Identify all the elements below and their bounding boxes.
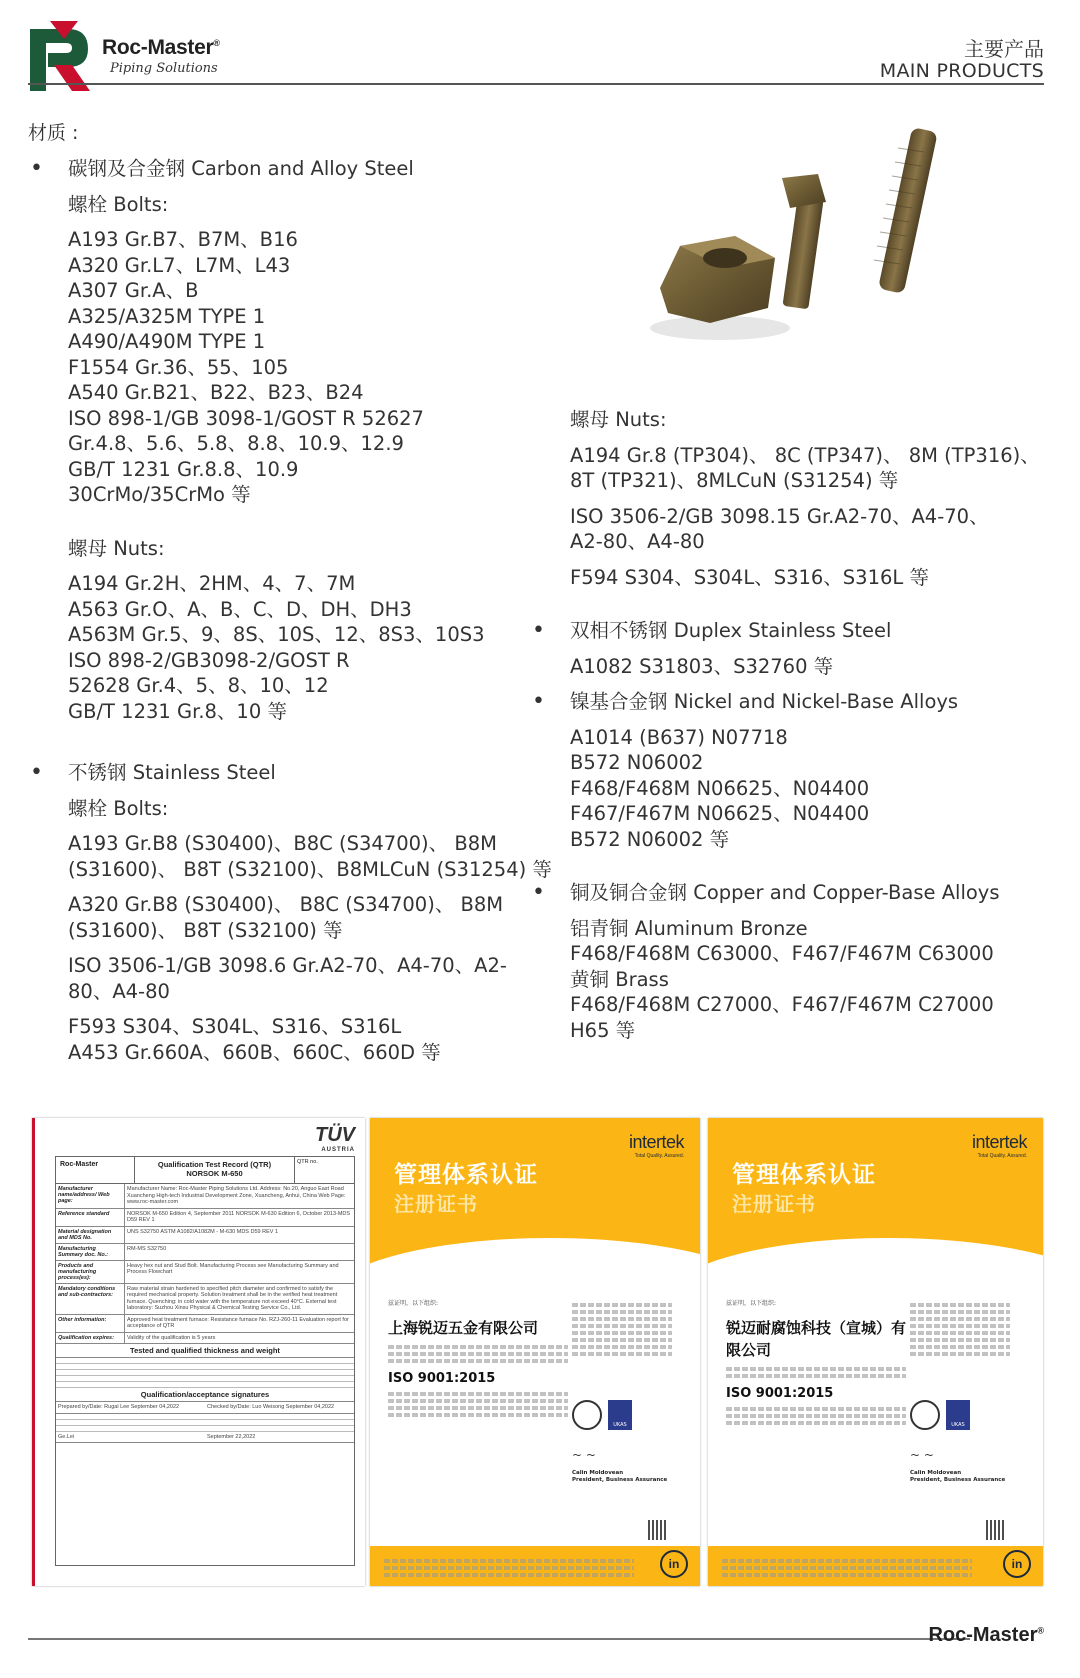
accreditation-seals (572, 1400, 632, 1430)
list-item: 8T (TP321)、8MLCuN (S31254) 等 (570, 469, 899, 492)
list-item: Gr.4.8、5.6、5.8、8.8、10.9、12.9 (68, 432, 404, 455)
tuv-logo: TÜV AUSTRIA (315, 1124, 355, 1153)
signer: Calin Moldovean President, Business Assurance (572, 1470, 668, 1483)
table-row: Mandatory conditions and sub-contractors: Raw material strain hardened to specified pitch diameter and confirmed to satisfy the required mechanical property. Solution treatment shall be in the verified heat treatment furnace. Quenching: in cold water with the temperature not exceed 40°C. External test laboratory: Suzhou Xinsu Physical & Chemical Testing Service Co., Ltd. (56, 1284, 354, 1315)
list-item: 铝青铜 Aluminum Bronze (570, 916, 808, 940)
header-title-zh: 主要产品 (964, 37, 1044, 61)
table-row: Ge.Lei September 22,2022 (56, 1432, 354, 1444)
fasteners-product-image (640, 118, 970, 358)
nickel-heading: • 镍基合金钢 Nickel and Nickel-Base Alloys (532, 689, 1070, 715)
cert-subtitle: 注册证书 (732, 1192, 816, 1216)
list-item: ISO 898-2/GB3098-2/GOST R (68, 648, 350, 672)
accreditation-seals (910, 1400, 970, 1430)
list-item: F467/F467M N06625、N04400 (570, 802, 870, 825)
list-item: A1014 (B637) N07718 (570, 725, 788, 749)
intertek-i-icon: in (1003, 1550, 1031, 1578)
list-item: B572 N06002 等 (570, 827, 730, 851)
list-item: A193 Gr.B8 (S30400)、B8C (S34700)、 B8M (68, 832, 497, 855)
list-item: A490/A490M TYPE 1 (68, 330, 266, 353)
qtr-certificate (32, 1118, 365, 1586)
list-item: F594 S304、S304L、S316、S316L 等 (570, 565, 929, 589)
table-row: Qualification expires: Validity of the qualification is 5 years (56, 1333, 354, 1345)
list-item: A307 Gr.A、B (68, 279, 199, 302)
qtr-logo: Roc-Master (56, 1157, 135, 1183)
right-column (570, 407, 1070, 1043)
list-item: F1554 Gr.36、55、105 (68, 355, 289, 379)
brand-tagline: Piping Solutions (110, 61, 218, 76)
table-row: Material designation and MDS No. UNS S32750 ASTM A1082/A1082M - M-630 MDS D59 REV 1 (56, 1227, 354, 1244)
left-column (30, 156, 550, 1065)
list-item: A2-80、A4-80 (570, 530, 705, 553)
cert-standard: ISO 9001:2015 (388, 1371, 496, 1386)
signature: ~ ~ (572, 1448, 596, 1462)
list-item: A563M Gr.5、9、8S、10S、12、8S3、10S3 (68, 623, 485, 646)
intertek-logo: intertek Total Quality. Assured. (628, 1132, 684, 1159)
ukas-icon: UKAS (608, 1400, 632, 1430)
header-title-en: MAIN PRODUCTS (879, 60, 1044, 82)
table-row: Prepared by/Date: Rugal Lee September 04,2022 Checked by/Date: Luo Weisong September 04,2022 (56, 1402, 354, 1414)
brand-name: Roc-Master® (102, 36, 220, 59)
list-item: A193 Gr.B7、B7M、B16 (68, 228, 298, 251)
list-item: ISO 3506-1/GB 3098.6 Gr.A2-70、A4-70、A2- (68, 954, 507, 977)
copper-heading: • 铜及铜合金钢 Copper and Copper-Base Alloys (532, 880, 1070, 906)
qtr-number: QTR no. (294, 1157, 354, 1183)
table-row: Products and manufacturing process(es): Heavy hex nut and Stud Bolt. Manufacturing Process see Manufacturing Summary and Process Flowchart (56, 1261, 354, 1284)
cert-title: 管理体系认证 (732, 1162, 876, 1188)
intertek-certificate-1 (370, 1118, 700, 1586)
list-item: (S31600)、 B8T (S32100) 等 (68, 918, 343, 942)
globe-icon (910, 1400, 940, 1430)
list-item: 30CrMo/35CrMo 等 (68, 483, 251, 506)
carbon-nuts-label: 螺母 Nuts: (68, 536, 165, 560)
signature: ~ ~ (910, 1448, 934, 1462)
stainless-nuts-label: 螺母 Nuts: (570, 408, 667, 431)
brand-logo (28, 17, 278, 97)
footer-brand: Roc-Master® (928, 1624, 1044, 1646)
table-row: Other information: Approved heat treatment furnace: Resistance furnace No. RZJ-260-11 Evaluation report for acceptance of QTR (56, 1315, 354, 1333)
list-item: GB/T 1231 Gr.8.8、10.9 (68, 457, 299, 481)
qtr-title: Qualification Test Record (QTR) NORSOK M-650 (157, 1160, 272, 1178)
list-item: A194 Gr.8 (TP304)、 8C (TP347)、 8M (TP316)、 (570, 443, 1040, 467)
roc-master-logo-icon (28, 17, 96, 92)
list-item: A325/A325M TYPE 1 (68, 304, 266, 328)
globe-icon (572, 1400, 602, 1430)
cert-intro: 兹证明，以下组织: (726, 1300, 777, 1307)
list-item: 80、A4-80 (68, 979, 170, 1003)
cert-company: 锐迈耐腐蚀科技（宣城）有限公司 (726, 1319, 907, 1359)
list-item: F468/F468M N06625、N04400 (570, 776, 870, 800)
list-item: (S31600)、 B8T (S32100)、B8MLCuN (S31254) 等 (68, 857, 552, 881)
intertek-logo: intertek Total Quality. Assured. (971, 1132, 1027, 1159)
ukas-icon: UKAS (946, 1400, 970, 1430)
list-item: F593 S304、S304L、S316、S316L (68, 1015, 402, 1038)
qtr-section-signatures: Qualification/acceptance signatures (56, 1388, 354, 1402)
list-item: A563 Gr.O、A、B、C、D、DH、DH3 (68, 597, 412, 621)
list-item: F468/F468M C27000、F467/F467M C27000 (570, 993, 994, 1016)
signer: Calin Moldovean President, Business Assurance (910, 1470, 1006, 1483)
header-divider (28, 83, 1044, 85)
footer-divider (28, 1638, 970, 1640)
intertek-i-icon: in (660, 1550, 688, 1578)
cert-title: 管理体系认证 (394, 1162, 538, 1188)
list-item: A540 Gr.B21、B22、B23、B24 (68, 381, 364, 404)
qtr-section-thickness: Tested and qualified thickness and weight (56, 1344, 354, 1358)
list-item: A194 Gr.2H、2HM、4、7、7M (68, 572, 356, 595)
list-item: A320 Gr.B8 (S30400)、 B8C (S34700)、 B8M (68, 893, 504, 916)
list-item: 52628 Gr.4、5、8、10、12 (68, 674, 329, 697)
cert-intro: 兹证明，以下组织: (388, 1300, 439, 1307)
list-item: F468/F468M C63000、F467/F467M C63000 (570, 942, 994, 965)
carbon-bolts-label: 螺栓 Bolts: (68, 192, 169, 216)
list-item: ISO 3506-2/GB 3098.15 Gr.A2-70、A4-70、 (570, 504, 989, 528)
carbon-alloy-heading: • 碳钢及合金钢 Carbon and Alloy Steel (30, 156, 550, 182)
list-item: A1082 S31803、S32760 等 (570, 654, 834, 678)
stainless-bolts-label: 螺栓 Bolts: (68, 796, 169, 820)
table-row: Manufacturer name/address/ Web page: Manufacturer Name: Roc-Master Piping Solutions Ltd. Address: No.20, Anguo East Road Xuancheng High-tech Industrial Development Zone, Xuancheng, Anhui, China Web Page: www.roc-master.com (56, 1184, 354, 1209)
list-item: 黄铜 Brass (570, 967, 669, 991)
list-item: GB/T 1231 Gr.8、10 等 (68, 699, 287, 723)
list-item: B572 N06002 (570, 751, 704, 774)
cert-standard: ISO 9001:2015 (726, 1386, 834, 1401)
list-item: ISO 898-1/GB 3098-1/GOST R 52627 (68, 406, 424, 430)
intertek-certificate-2 (708, 1118, 1043, 1586)
cert-subtitle: 注册证书 (394, 1192, 478, 1216)
list-item: A320 Gr.L7、L7M、L43 (68, 253, 291, 277)
list-item: A453 Gr.660A、660B、660C、660D 等 (68, 1040, 441, 1064)
qr-code-icon (648, 1520, 668, 1540)
stainless-heading: • 不锈钢 Stainless Steel (30, 760, 550, 786)
duplex-heading: • 双相不锈钢 Duplex Stainless Steel (532, 618, 1070, 644)
list-item: H65 等 (570, 1018, 636, 1042)
table-row: Manufacturing Summary doc. No.: RM-MS S32750 (56, 1244, 354, 1261)
cert-company: 上海锐迈五金有限公司 (388, 1319, 539, 1337)
qr-code-icon (986, 1520, 1006, 1540)
table-row: Reference standard NORSOK M-650 Edition 4, September 2011 NORSOK M-630 Edition 6, October 2013-MDS D59 REV 1 (56, 1209, 354, 1227)
material-label: 材质 : (28, 122, 79, 144)
